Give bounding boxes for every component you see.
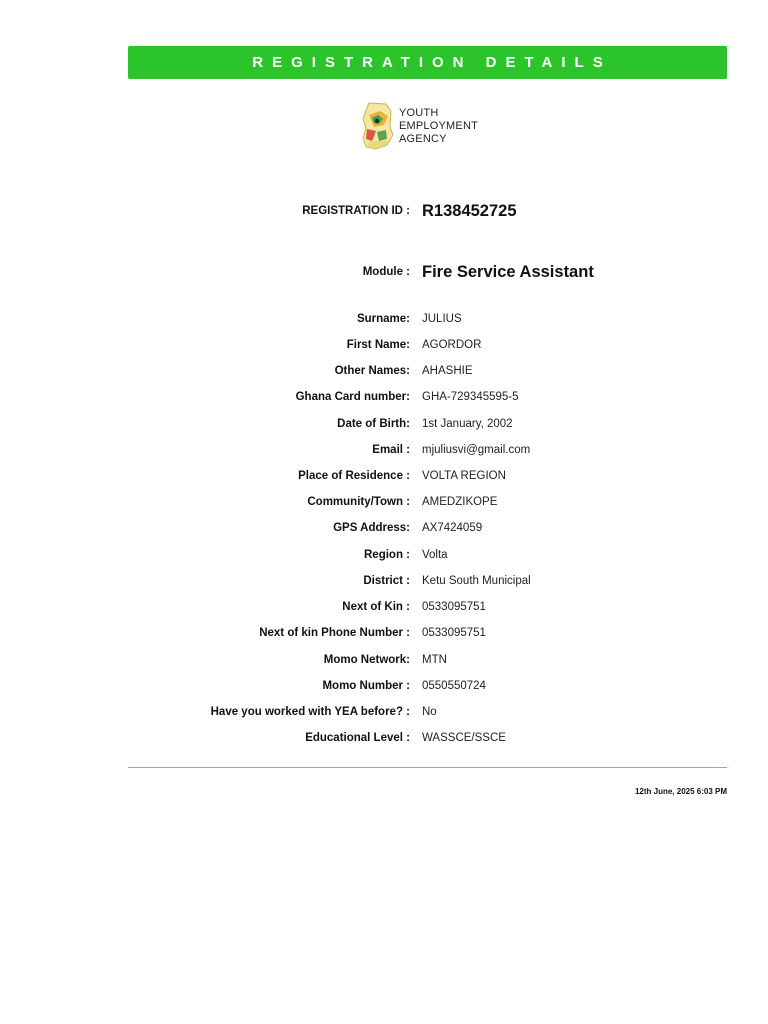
generated-timestamp: 12th June, 2025 6:03 PM <box>634 787 727 796</box>
field-registration-id <box>0 201 768 221</box>
field-label: Next of kin Phone Number : <box>259 627 410 639</box>
field-label: Email : <box>372 444 410 456</box>
field-value: 0550550724 <box>422 680 486 692</box>
field-value: AGORDOR <box>422 339 482 351</box>
field-label: Surname: <box>356 313 410 325</box>
field-value: AMEDZIKOPE <box>422 496 498 508</box>
field-value: AHASHIE <box>422 365 473 377</box>
field-label: First Name: <box>346 339 410 351</box>
field-label: Educational Level : <box>305 732 410 744</box>
field-label: REGISTRATION ID : <box>302 205 410 217</box>
field-label: Other Names: <box>334 365 410 377</box>
field-momo-number <box>0 676 768 696</box>
field-value: VOLTA REGION <box>422 470 506 482</box>
banner-title: REGISTRATION DETAILS <box>252 54 612 71</box>
field-value: GHA-729345595-5 <box>422 391 519 403</box>
field-email <box>0 440 768 460</box>
field-value: 0533095751 <box>422 601 486 613</box>
logo-text <box>399 107 478 146</box>
field-ghana-card <box>0 387 768 407</box>
field-value: JULIUS <box>422 313 462 325</box>
field-label: District : <box>363 575 410 587</box>
field-value: No <box>422 706 437 718</box>
field-region <box>0 545 768 565</box>
field-next-of-kin-phone <box>0 623 768 643</box>
field-label: Region : <box>364 549 410 561</box>
field-label: Momo Number : <box>322 680 410 692</box>
logo-line: EMPLOYMENT <box>399 119 479 132</box>
field-value: Volta <box>422 549 448 561</box>
field-educational-level <box>0 728 768 748</box>
field-value: MTN <box>422 654 447 666</box>
field-gps-address <box>0 518 768 538</box>
field-district <box>0 571 768 591</box>
field-value: Fire Service Assistant <box>422 263 594 281</box>
footer-divider <box>128 767 727 768</box>
field-community-town <box>0 492 768 512</box>
field-place-of-residence <box>0 466 768 486</box>
field-value: Ketu South Municipal <box>422 575 531 587</box>
field-module <box>0 262 768 282</box>
field-label: Community/Town : <box>307 496 410 508</box>
field-label: Date of Birth: <box>337 418 410 430</box>
yea-logo <box>360 100 478 152</box>
field-label: Next of Kin : <box>342 601 410 613</box>
field-label: GPS Address: <box>333 522 410 534</box>
field-value: WASSCE/SSCE <box>422 732 506 744</box>
field-value: R138452725 <box>422 202 517 220</box>
field-label: Have you worked with YEA before? : <box>210 706 410 718</box>
ghana-map-icon <box>360 101 394 151</box>
logo-line: AGENCY <box>399 132 447 145</box>
field-other-names <box>0 361 768 381</box>
field-label: Place of Residence : <box>298 470 410 482</box>
field-date-of-birth <box>0 414 768 434</box>
field-value: AX7424059 <box>422 522 483 534</box>
header-banner <box>128 46 727 79</box>
field-next-of-kin <box>0 597 768 617</box>
field-value: mjuliusvi@gmail.com <box>422 444 531 456</box>
field-surname <box>0 309 768 329</box>
field-first-name <box>0 335 768 355</box>
field-label: Module : <box>362 266 410 278</box>
field-momo-network <box>0 650 768 670</box>
field-value: 1st January, 2002 <box>422 418 513 430</box>
logo-line: YOUTH <box>399 106 439 119</box>
field-label: Momo Network: <box>323 654 410 666</box>
field-label: Ghana Card number: <box>295 391 410 403</box>
field-value: 0533095751 <box>422 627 486 639</box>
field-worked-with-yea <box>0 702 768 722</box>
